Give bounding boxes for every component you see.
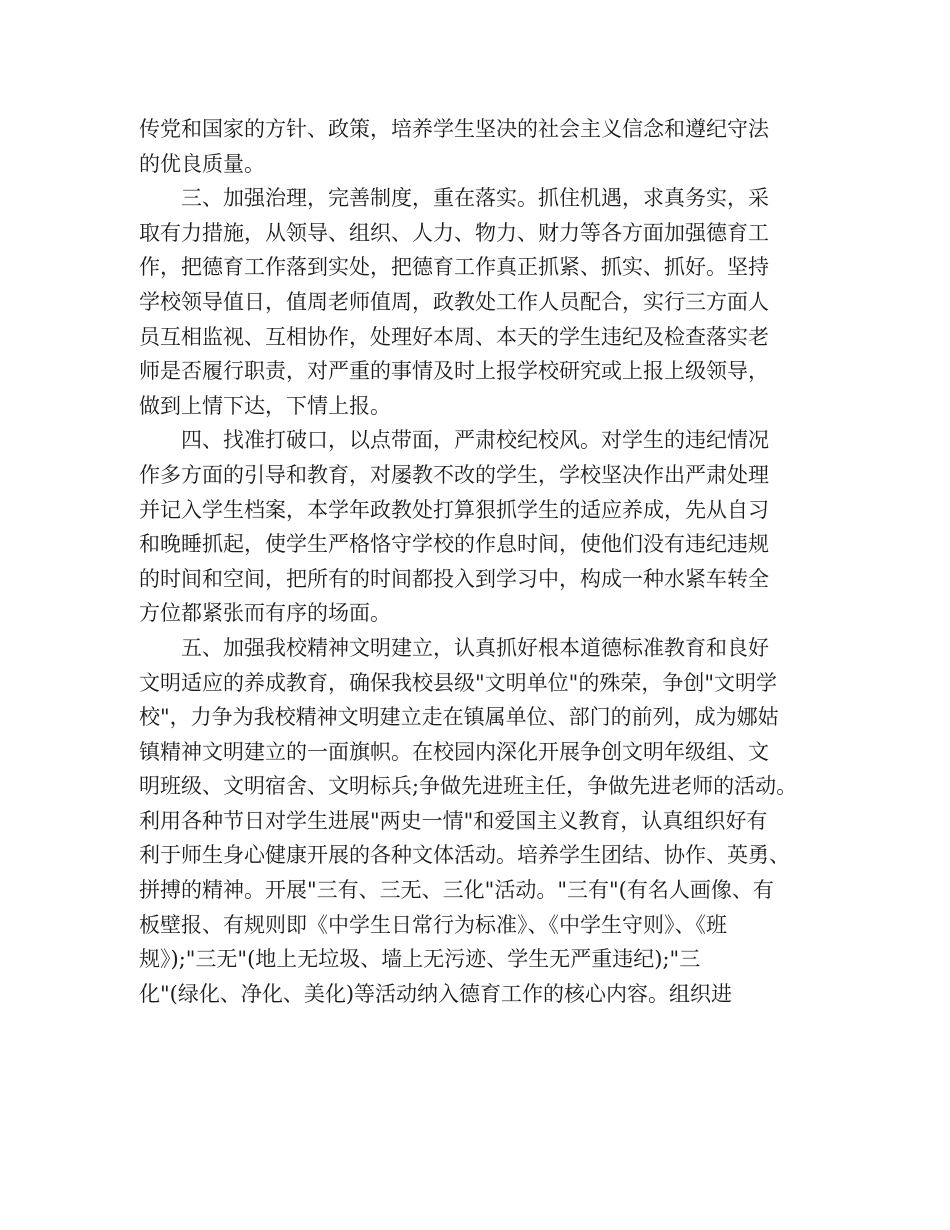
text-line: 并记入学生档案，本学年政教处打算狠抓学生的适应养成，先从自习 — [139, 497, 769, 522]
text-line: 四、找准打破口，以点带面，严肃校纪校风。对学生的违纪情况 — [139, 428, 769, 453]
text-line: 三、加强治理，完善制度，重在落实。抓住机遇，求真务实，采 — [139, 186, 769, 211]
text-line: 取有力措施，从领导、组织、人力、物力、财力等各方面加强德育工 — [139, 220, 769, 245]
text-line: 板壁报、有规则即《中学生日常行为标准》、《中学生守则》、《班 — [139, 912, 727, 937]
text-line: 文明适应的养成教育，确保我校县级"文明单位"的殊荣，争创"文明学 — [139, 670, 777, 695]
text-line: 方位都紧张而有序的场面。 — [139, 601, 391, 626]
text-line: 学校领导值日，值周老师值周，政教处工作人员配合，实行三方面人 — [139, 289, 769, 314]
text-line: 作，把德育工作落到实处，把德育工作真正抓紧、抓实、抓好。坚持 — [139, 255, 769, 280]
text-line: 镇精神文明建立的一面旗帜。在校园内深化开展争创文明年级组、文 — [139, 739, 769, 764]
text-line: 的优良质量。 — [139, 151, 265, 176]
text-line: 师是否履行职责，对严重的事情及时上报学校研究或上报上级领导， — [139, 359, 769, 384]
text-line: 作多方面的引导和教育，对屡教不改的学生，学校坚决作出严肃处理 — [139, 462, 769, 487]
text-line: 的时间和空间，把所有的时间都投入到学习中，构成一种水紧车转全 — [139, 566, 769, 591]
text-line: 规》);"三无"(地上无垃圾、墙上无污迹、学生无严重违纪);"三 — [139, 947, 701, 972]
text-line: 和晚睡抓起，使学生严格恪守学校的作息时间，使他们没有违纪违规 — [139, 532, 769, 557]
text-line: 传党和国家的方针、政策，培养学生坚决的社会主义信念和遵纪守法 — [139, 117, 769, 141]
text-line: 明班级、文明宿舍、文明标兵;争做先进班主任，争做先进老师的活动。 — [139, 774, 798, 799]
text-line: 利用各种节日对学生进展"两史一情"和爱国主义教育，认真组织好有 — [139, 808, 768, 833]
text-line: 校"，力争为我校精神文明建立走在镇属单位、部门的前列，成为娜姑 — [139, 705, 779, 730]
text-line: 做到上情下达，下情上报。 — [139, 393, 391, 418]
text-line: 员互相监视、互相协作，处理好本周、本天的学生违纪及检查落实老 — [139, 324, 769, 349]
body-text — [139, 112, 829, 1011]
text-line: 化"(绿化、净化、美化)等活动纳入德育工作的核心内容。组织进 — [139, 981, 733, 1006]
text-line: 五、加强我校精神文明建立，认真抓好根本道德标准教育和良好 — [139, 635, 769, 660]
text-line: 拼搏的精神。开展"三有、三无、三化"活动。"三有"(有名人画像、有 — [139, 878, 774, 903]
text-line: 利于师生身心健康开展的各种文体活动。培养学生团结、协作、英勇、 — [139, 843, 790, 868]
